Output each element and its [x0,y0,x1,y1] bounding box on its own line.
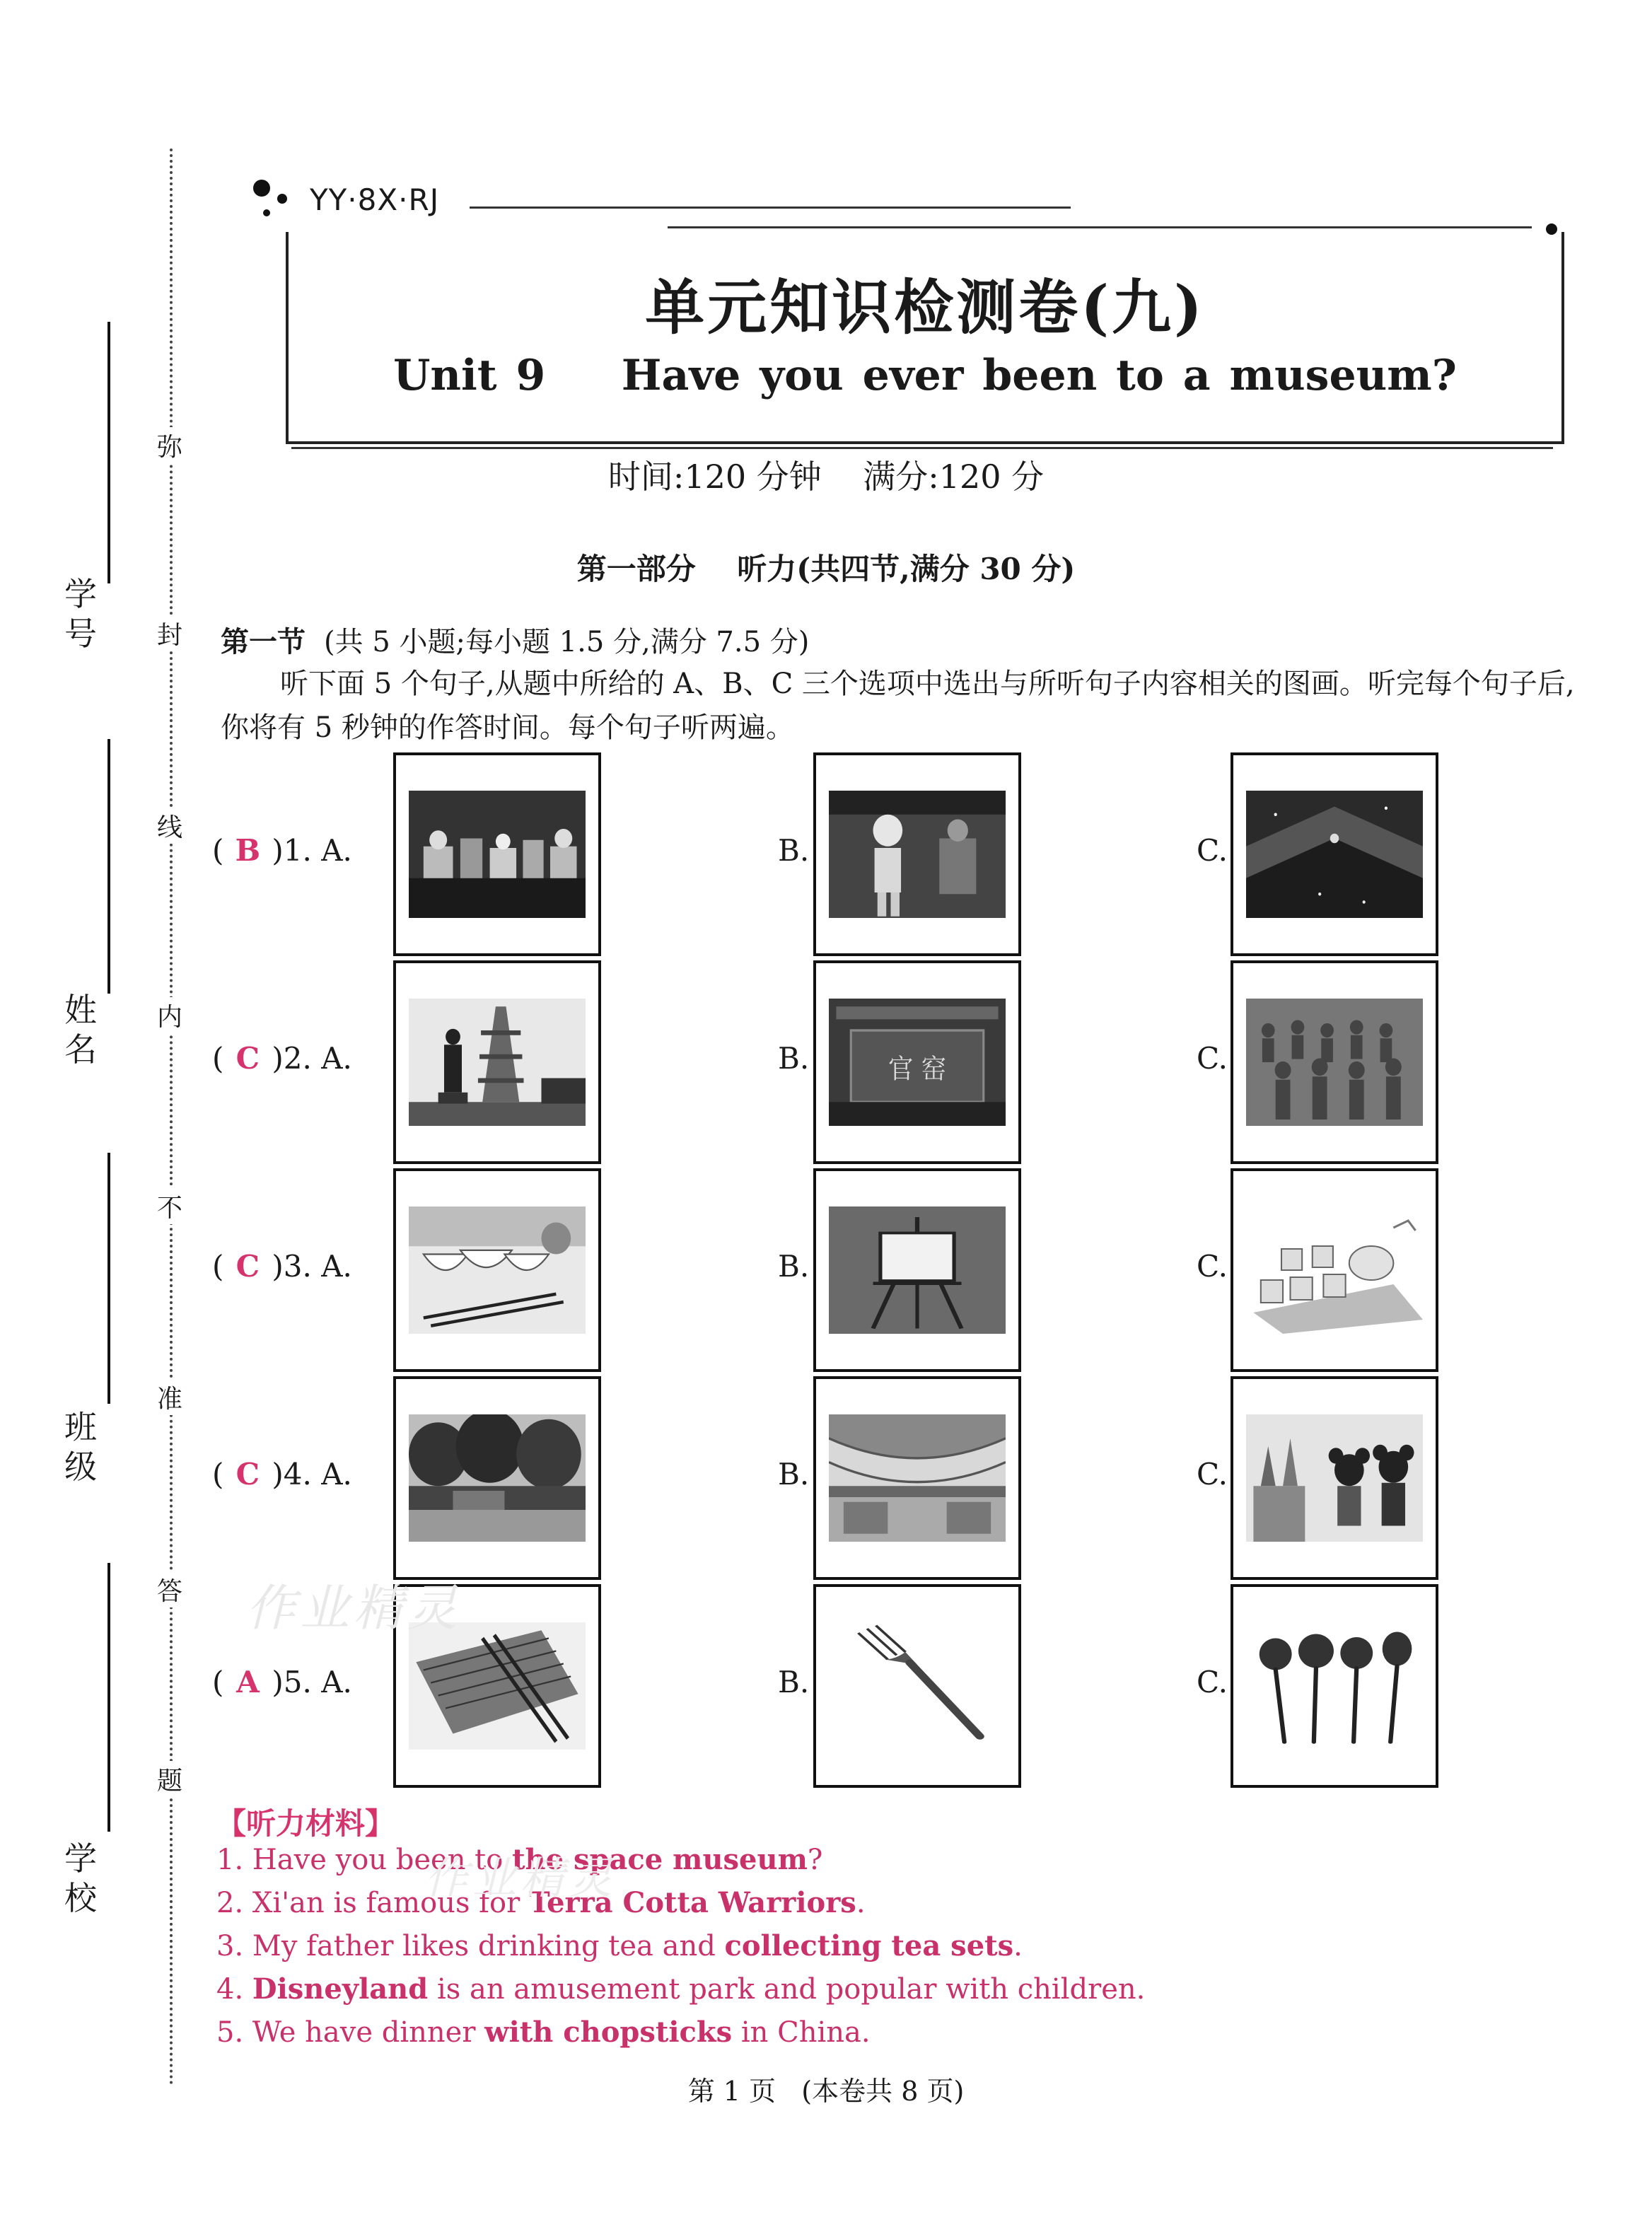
question-label: ( C )2. A. [212,1041,352,1076]
page-footer: 第 1 页 (本卷共 8 页) [687,2076,965,2107]
header-dot-icon [277,194,287,204]
material-keyword: with chopsticks [484,2016,733,2049]
material-num: 2. [216,1887,244,1919]
material-num: 5. [216,2016,244,2049]
name-line[interactable] [107,739,110,994]
robot-exhibit-image [829,791,1006,918]
park-trees-image [409,1414,586,1542]
tea-set-image [1246,1206,1423,1334]
header-rule [470,207,1071,209]
disneyland-image [1246,1414,1423,1542]
question-label: ( C )3. A. [212,1249,352,1284]
option-label: C. [1197,1665,1228,1699]
fork-image [829,1622,1006,1750]
school-label: 学 校 [64,1839,97,1917]
question-label: ( C )4. A. [212,1457,352,1491]
option-a-frame[interactable] [393,752,601,956]
terracotta-warriors-image [1246,999,1423,1126]
binding-char: 题 [150,1761,190,1797]
answer-letter: C [235,1041,260,1076]
option-b-frame[interactable] [813,1168,1021,1372]
binding-char: 不 [150,1188,190,1224]
watermark: 作业精灵 [246,1579,461,1637]
material-num: 3. [216,1930,244,1962]
option-label: B. [778,1665,810,1699]
material-text: . [1013,1930,1023,1962]
material-line [216,2016,871,2049]
material-text: ? [807,1844,823,1876]
header-dot-icon [263,209,270,216]
class-line[interactable] [107,1153,110,1404]
answer-letter: B [235,833,261,868]
option-label: B. [778,1457,810,1491]
material-num: 4. [216,1973,244,2006]
question-number: )2. A. [272,1041,352,1076]
museum-display-image [409,791,586,918]
section-detail: (共 5 小题;每小题 1.5 分,满分 7.5 分) [324,626,810,658]
option-b-frame[interactable] [813,1584,1021,1788]
svg-text:官 窑: 官 窑 [888,1053,947,1085]
title-box [286,232,1564,444]
question-number: )1. A. [272,833,352,868]
material-heading: 【听力材料】 [216,1806,395,1841]
option-a-frame[interactable] [393,1376,601,1580]
material-keyword: collecting tea sets [724,1929,1014,1962]
binding-char: 准 [150,1379,190,1415]
answer-letter: A [236,1665,260,1699]
option-label: B. [778,833,810,868]
question-number: )3. A. [272,1249,352,1284]
shopping-mall-image [829,1414,1006,1542]
material-text: My father likes drinking tea and [243,1930,725,1962]
binding-char: 线 [150,808,190,844]
question-number: )5. A. [272,1665,352,1699]
exam-meta: 时间:120 分钟 满分:120 分 [607,458,1045,496]
paper-code: YY·8X·RJ [310,182,440,217]
binding-char: 答 [150,1571,190,1607]
option-c-frame[interactable] [1231,1168,1438,1372]
watermark: 作业精灵 [424,1852,617,1904]
material-num: 1. [216,1844,244,1876]
section-instruction: 听下面 5 个句子,从题中所给的 A、B、C 三个选项中选出与所听句子内容相关的图画。听完每个句子后,你将有 5 秒钟的作答时间。每个句子听两遍。 [221,668,1575,744]
answer-letter: C [235,1457,260,1491]
page-subtitle: Unit 9 Have you ever been to a museum? [393,351,1457,400]
section-name: 第一节 [221,626,306,658]
option-c-frame[interactable] [1231,1584,1438,1788]
option-label: C. [1197,833,1228,868]
material-keyword: Disneyland [252,1972,429,2006]
palace-gate-image [829,999,1006,1126]
option-c-frame[interactable] [1231,1376,1438,1580]
option-label: B. [778,1249,810,1284]
chopsticks-image [409,1622,586,1750]
option-a-frame[interactable] [393,960,601,1164]
binding-char: 封 [150,615,190,651]
material-text: . [856,1887,866,1919]
material-text: in China. [732,2016,871,2049]
answer-letter: C [235,1249,260,1284]
option-label: C. [1197,1249,1228,1284]
material-text: Xi'an is famous for [243,1887,529,1919]
student-id-label: 学 号 [64,575,97,653]
part-heading: 第一部分 听力(共四节,满分 30 分) [576,552,1076,586]
option-c-frame[interactable] [1231,752,1438,956]
option-a-frame[interactable] [393,1168,601,1372]
material-keyword: Terra Cotta Warriors [528,1886,856,1919]
question-label: ( B )1. A. [212,833,352,868]
option-b-frame[interactable] [813,960,1021,1164]
binding-char: 内 [150,997,190,1033]
material-line [216,1972,1145,2006]
material-line [216,1929,1023,1962]
header-dot-icon [253,180,270,197]
material-text: is an amusement park and popular with children. [428,1973,1146,2006]
space-nebula-image [1246,791,1423,918]
easel-image [829,1206,1006,1334]
name-label: 姓 名 [64,991,97,1069]
material-text: We have dinner [243,2016,485,2049]
material-keyword: the space museum [512,1843,808,1876]
option-b-frame[interactable] [813,752,1021,956]
page-title: 单元知识检测卷(九) [645,272,1205,342]
option-label: B. [778,1041,810,1076]
spoons-image [1246,1622,1423,1750]
bowls-chopsticks-image [409,1206,586,1334]
material-text [243,1973,252,2006]
option-label: C. [1197,1457,1228,1491]
question-label: ( A )5. A. [212,1665,352,1699]
option-b-frame[interactable] [813,1376,1021,1580]
option-label: C. [1197,1041,1228,1076]
title-underline [291,447,1553,449]
binding-char: 弥 [150,427,190,463]
material-text: Have you been to [243,1844,513,1876]
pagoda-statue-image [409,999,586,1126]
section-heading [221,620,809,660]
option-c-frame[interactable] [1231,960,1438,1164]
school-line[interactable] [107,1563,110,1832]
question-number: )4. A. [272,1457,352,1491]
header-rule [668,226,1532,228]
class-label: 班 级 [64,1408,97,1486]
